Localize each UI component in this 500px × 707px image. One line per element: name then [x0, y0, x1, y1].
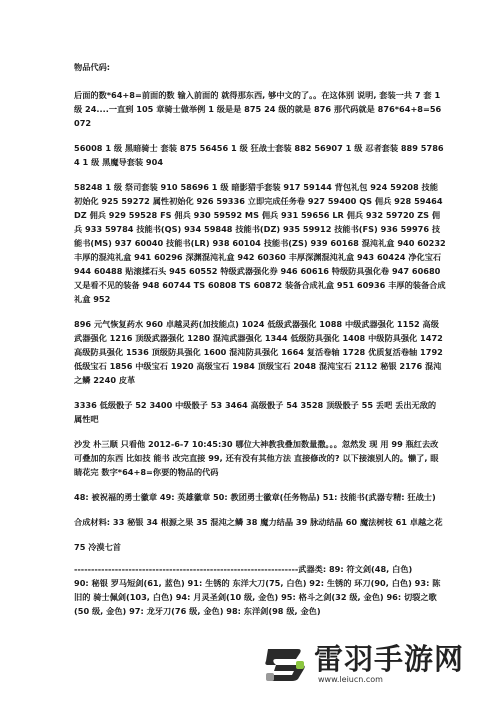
weapon-separator: ------------------------------------------------------------------武器类: 89: 符文剑(48, 白色) [74, 564, 413, 574]
doc-paragraph: 沙发 朴三顺 只看他 2012-6-7 10:45:30 哪位大神教我叠加数量撒。。。忽然发 现 用 99 瓶红去改可叠加的东西 比如技 能书 改完直接 99, 还有没有其他方法 直接修改的? 以下接滚别人的。懒了, 眼睛花完 数字*64+8=你要的物品的代码 [74, 439, 439, 477]
watermark-url: www.leiucn.com [318, 675, 383, 684]
doc-title: 物品代码: [74, 62, 111, 72]
doc-paragraph: 90: 秘银 罗马短剑(61, 蓝色) 91: 生锈的 东洋大刀(75, 白色) 92: 生锈的 环刀(90, 白色) 93: 陈旧的 骑士佩剑(103, 白色) 94: 月灵圣剑(10 级, 金色) 95: 格斗之剑(32 级, 金色) 96: 切裂之歌(50 级, 金色) 97: 龙牙刀(76 级, 金色) 98: 东洋剑(98 级, 金色) [74, 578, 441, 616]
watermark-title: 雷羽手游网 [314, 642, 465, 676]
doc-paragraph: 3336 低级骰子 52 3400 中级骰子 53 3464 高级骰子 54 3528 顶级骰子 55 丢吧 丢出无敌的 属性吧 [74, 400, 437, 424]
logo-icon [262, 641, 308, 687]
doc-paragraph: 58248 1 级 祭司套装 910 58696 1 级 暗影猎手套装 917 59144 背包礼包 924 59208 技能初始化 925 59272 属性初始化 926 59336 立即完成任务卷 927 59400 QS 佣兵 928 59464 DZ 佣兵 929 59528 FS 佣兵 930 59592 MS 佣兵 931 59656 LR 佣兵 932 59720 ZS 佣兵 933 59784 技能书(QS) 934 59848 技能书(DZ) 935 59912 技能书(FS) 936 59976 技能书(MS) 937 60040 技能书(LR) 938 60104 技能书(ZS) 939 60168 混沌礼盒 940 60232 丰厚的混沌礼盒 941 60296 深渊混沌礼盒 942 60360 丰厚深渊混沌礼盒 943 60424 净化宝石 944 60488 贴滚揉石头 945 60552 特级武器强化券 946 60616 特级防具强化卷 947 60680 又是看不见的装备 948 60744 TS 60808 TS 60872 装备合成礼盒 951 60936 丰厚的装备合成礼盒 952 [74, 182, 446, 304]
watermark [262, 620, 500, 707]
doc-paragraph: 合成材料: 33 秘银 34 根源之果 35 混沌之鳞 38 魔力结晶 39 脉动结晶 60 魔法树枝 61 卓越之花 [74, 517, 443, 527]
doc-paragraph: 56008 1 级 黑暗骑士 套装 875 56456 1 级 狂战士套装 882 56907 1 级 忍者套装 889 57864 1 级 黑魔导套装 904 [74, 143, 444, 167]
doc-paragraph: 后面的数*64+8=前面的数 输入前面的 就得那东西, 够中文的了。。在这体别 说明, 套装一共 7 套 1 级 24....一直到 105 章骑士做举例 1 级是是 875 24 级的就是 876 那代码就是 876*64+8=56072 [74, 90, 442, 128]
doc-paragraph: 75 冷漠七首 [74, 542, 121, 552]
doc-paragraph: 48: 被祝福的勇士徽章 49: 英雄徽章 50: 教团勇士徽章(任务物品) 51: 技能书(武器专精: 狂战士) [74, 492, 436, 502]
document-body [74, 60, 446, 629]
doc-paragraph: 896 元气恢复药水 960 卓越灵药(加技能点) 1024 低级武器强化 1088 中级武器强化 1152 高级武器强化 1216 顶级武器强化 1280 混沌武器强化 1344 低级防具强化 1408 中级防具强化 1472 高级防具强化 1536 顶级防具强化 1600 混沌防具强化 1664 复活卷轴 1728 优质复活卷轴 1792 低级宝石 1856 中级宝石 1920 高级宝石 1984 顶级宝石 2048 混沌宝石 2112 秘银 2176 混沌之鳞 2240 皮革 [74, 319, 443, 385]
